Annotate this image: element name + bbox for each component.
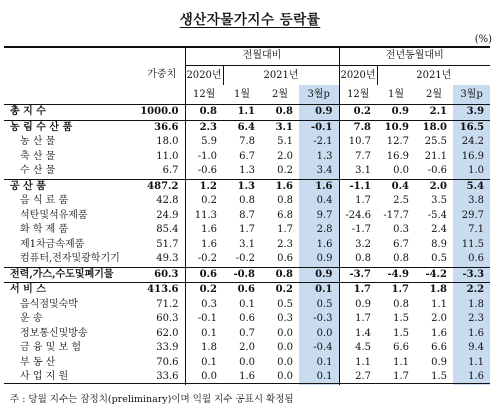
row-value: 0.9 (299, 252, 339, 267)
row-value: -17.7 (383, 209, 410, 221)
row-label: 석탄및석유제품 (20, 209, 88, 221)
table-row (4, 312, 490, 327)
row-value: -0.2 (185, 252, 223, 267)
row-value: 25.5 (424, 136, 448, 148)
row-value: 21.1 (424, 150, 448, 162)
row-label: 축 산 물 (20, 150, 56, 162)
row-weight: 487.2 (139, 179, 185, 194)
ppi-table (4, 46, 490, 385)
row-weight: 24.9 (156, 209, 179, 221)
row-value: -0.8 (223, 267, 261, 283)
row-value: 0.8 (393, 253, 410, 265)
table-row (4, 267, 490, 283)
row-value: 3.1 (261, 120, 299, 135)
row-value: 1.7 (277, 224, 293, 236)
table-row (4, 238, 490, 253)
row-value: 6.4 (223, 120, 261, 135)
row-value: 16.9 (453, 150, 490, 165)
row-value: 1.7 (377, 283, 415, 298)
row-value: 24.2 (453, 135, 490, 150)
row-label: 제1차금속제품 (20, 238, 85, 250)
row-weight: 42.8 (156, 195, 179, 207)
row-value: 2.3 (453, 312, 490, 327)
row-weight: 18.0 (156, 136, 179, 148)
row-weight: 6.7 (162, 165, 179, 177)
row-weight: 1000.0 (139, 105, 185, 121)
row-value: 0.9 (377, 105, 415, 121)
row-value: 7.1 (453, 223, 490, 238)
row-weight: 33.6 (156, 371, 179, 383)
row-value: 0.2 (185, 194, 223, 209)
header-mom-m3p: 3월p (299, 85, 339, 105)
row-value: 3.5 (431, 195, 448, 207)
row-value: 5.4 (453, 179, 490, 194)
row-value: 18.0 (415, 120, 453, 135)
row-value: 0.2 (261, 283, 299, 298)
header-weight: 가중치 (147, 69, 177, 80)
row-value: 3.8 (453, 194, 490, 209)
row-value: 0.2 (339, 105, 377, 121)
row-value: 5.9 (185, 135, 223, 150)
row-value: 1.1 (453, 356, 490, 371)
row-label: 음 식 료 품 (20, 195, 69, 207)
row-value: 1.6 (261, 179, 299, 194)
row-value: -4.2 (415, 267, 453, 283)
row-value: -0.1 (299, 120, 339, 135)
table-row (4, 252, 490, 267)
row-value: 1.8 (415, 283, 453, 298)
row-value: 0.0 (239, 356, 255, 368)
row-value: -0.2 (235, 253, 255, 265)
table-row (4, 209, 490, 224)
row-value: 2.5 (393, 195, 410, 207)
row-value: 9.7 (299, 209, 339, 224)
row-weight: 62.0 (156, 327, 179, 339)
row-value: 8.7 (239, 209, 255, 221)
row-value: 1.1 (431, 298, 448, 310)
row-value: -24.6 (339, 209, 377, 224)
row-value: 1.5 (393, 327, 410, 339)
row-value: 2.3 (185, 120, 223, 135)
row-value: 1.6 (431, 327, 448, 339)
row-value: 4.5 (339, 341, 377, 356)
row-value: 9.4 (453, 341, 490, 356)
header-yoy-m2: 2월 (426, 88, 443, 100)
row-value: 0.1 (299, 356, 339, 371)
header-mom-m2: 2월 (271, 88, 289, 100)
header-blank (4, 46, 139, 66)
row-value: 6.7 (239, 150, 255, 162)
row-value: 1.6 (185, 223, 223, 238)
row-value: 2.0 (239, 342, 255, 354)
row-value: 0.6 (223, 283, 261, 298)
row-label: 부 동 산 (20, 356, 56, 368)
row-label: 수 산 물 (20, 165, 56, 177)
row-value: 0.3 (277, 313, 293, 325)
row-label: 음식점및숙박 (20, 298, 78, 310)
row-value: 0.3 (393, 224, 410, 236)
row-value: 0.2 (185, 283, 223, 298)
row-label: 서 비 스 (4, 283, 139, 298)
row-value: 0.6 (453, 252, 490, 267)
row-weight: 49.3 (156, 253, 179, 265)
row-value: 29.7 (453, 209, 490, 224)
row-label: 화 학 제 품 (20, 224, 69, 236)
row-value: 3.2 (339, 238, 377, 253)
row-value: 0.0 (299, 327, 339, 342)
table-row (4, 341, 490, 356)
row-value: 1.4 (339, 327, 377, 342)
row-weight: 70.6 (156, 356, 179, 368)
footnote: 주 : 당월 지수는 잠정치(preliminary)이며 익월 지수 공표시 확정됨 (10, 394, 294, 405)
row-value: 0.9 (299, 267, 339, 283)
row-value: 3.4 (299, 164, 339, 179)
row-value: 0.1 (239, 298, 255, 310)
row-value: 1.6 (185, 238, 223, 253)
row-value: -1.1 (339, 179, 377, 194)
header-mom-m12: 12월 (185, 85, 223, 105)
row-value: 1.8 (453, 298, 490, 313)
row-label: 공 산 품 (4, 179, 139, 194)
row-value: 0.9 (431, 356, 448, 368)
row-value: 0.8 (339, 252, 377, 267)
row-value: 1.0 (453, 164, 490, 179)
row-weight: 413.6 (139, 283, 185, 298)
row-value: 0.8 (185, 105, 223, 121)
row-value: 2.7 (339, 370, 377, 385)
row-value: 0.8 (261, 105, 299, 121)
row-label: 전력,가스,수도및폐기물 (4, 267, 139, 283)
table-row (4, 164, 490, 179)
row-value: 3.1 (339, 164, 377, 179)
row-value: 0.1 (185, 327, 223, 342)
row-value: 0.3 (185, 298, 223, 313)
row-value: 5.1 (277, 136, 293, 148)
row-value: 1.3 (223, 179, 261, 194)
row-value: -4.9 (377, 267, 415, 283)
row-value: 3.9 (453, 105, 490, 121)
row-value: -0.4 (299, 341, 339, 356)
header-yoy-2021: 2021년 (377, 66, 490, 86)
row-value: 0.1 (299, 370, 339, 385)
row-value: 7.8 (239, 136, 255, 148)
unit-label: (%) (474, 34, 492, 45)
row-value: 2.0 (277, 150, 293, 162)
header-yoy-2020: 2020년 (339, 66, 377, 86)
row-value: 0.6 (277, 253, 293, 265)
row-value: -1.7 (339, 223, 377, 238)
row-value: 0.5 (299, 298, 339, 313)
table-row (4, 283, 490, 298)
row-value: 2.2 (453, 283, 490, 298)
row-value: -1.0 (185, 150, 223, 165)
row-value: -3.3 (453, 267, 490, 283)
row-value: 0.8 (261, 267, 299, 283)
row-value: 0.0 (185, 370, 223, 385)
row-value: 1.7 (239, 224, 255, 236)
row-label: 총 지 수 (4, 105, 139, 121)
row-value: 1.3 (239, 165, 255, 177)
row-label: 농 림 수 산 품 (4, 120, 139, 135)
row-value: -0.6 (427, 165, 448, 177)
table-row (4, 223, 490, 238)
row-value: -5.4 (427, 209, 448, 221)
row-weight: 36.6 (139, 120, 185, 135)
row-value: 0.6 (239, 313, 255, 325)
row-value: 6.8 (277, 209, 293, 221)
row-weight: 51.7 (156, 238, 179, 250)
row-value: -3.7 (339, 267, 377, 283)
table-row (4, 194, 490, 209)
row-value: 1.8 (185, 341, 223, 356)
table-row (4, 356, 490, 371)
row-value: 1.1 (223, 105, 261, 121)
row-value: 0.0 (277, 371, 293, 383)
row-value: 0.9 (299, 105, 339, 121)
row-value: 0.2 (277, 165, 293, 177)
row-value: 0.8 (239, 195, 255, 207)
row-value: -2.1 (299, 135, 339, 150)
row-value: 10.9 (377, 120, 415, 135)
row-value: -0.1 (185, 312, 223, 327)
row-value: 1.6 (239, 371, 255, 383)
row-value: 0.4 (299, 194, 339, 209)
header-yoy-m1: 1월 (388, 88, 405, 100)
row-value: 11.3 (185, 209, 223, 224)
row-value: 1.7 (339, 194, 377, 209)
row-value: 0.8 (277, 195, 293, 207)
row-value: 1.7 (339, 312, 377, 327)
row-value: 1.5 (431, 371, 448, 383)
row-value: -0.3 (299, 312, 339, 327)
row-value: 6.7 (393, 238, 410, 250)
row-value: 0.8 (393, 298, 410, 310)
row-value: 0.1 (299, 283, 339, 298)
row-value: 8.9 (431, 238, 448, 250)
row-value: 1.3 (299, 150, 339, 165)
header-mom: 전월대비 (185, 46, 339, 66)
row-label: 운 송 (20, 313, 43, 325)
row-value: 0.1 (185, 356, 223, 371)
row-value: 12.7 (386, 136, 410, 148)
header-mom-2020: 2020년 (185, 66, 223, 86)
row-weight: 33.9 (156, 342, 179, 354)
row-label: 컴퓨터,전자및광학기기 (20, 253, 120, 265)
row-value: 0.0 (393, 165, 410, 177)
row-value: 1.6 (453, 370, 490, 385)
row-value: 7.8 (339, 120, 377, 135)
row-weight: 60.3 (156, 313, 179, 325)
row-value: 1.6 (299, 179, 339, 194)
row-value: 2.8 (299, 223, 339, 238)
row-label: 농 산 물 (20, 136, 56, 148)
row-value: 2.4 (431, 224, 448, 236)
row-label: 사 업 지 원 (20, 371, 69, 383)
table-row (4, 120, 490, 135)
row-value: 7.7 (339, 150, 377, 165)
row-value: 2.0 (415, 179, 453, 194)
row-value: 0.4 (377, 179, 415, 194)
row-weight: 85.4 (156, 224, 179, 236)
row-value: 0.5 (277, 298, 293, 310)
row-weight: 11.0 (156, 150, 179, 162)
row-value: 1.7 (393, 371, 410, 383)
row-weight: 71.2 (156, 298, 179, 310)
header-yoy: 전년동월대비 (339, 46, 490, 66)
row-value: 6.6 (431, 342, 448, 354)
row-label: 정보통신및방송 (20, 327, 88, 339)
row-value: 10.7 (339, 135, 377, 150)
row-value: 0.0 (277, 356, 293, 368)
row-value: -0.6 (185, 164, 223, 179)
row-value: 2.3 (277, 238, 293, 250)
header-mom-2021: 2021년 (223, 66, 339, 86)
table-row (4, 327, 490, 342)
row-value: 1.1 (393, 356, 410, 368)
table-body (4, 105, 490, 385)
row-value: 0.7 (239, 327, 255, 339)
row-value: 0.6 (185, 267, 223, 283)
header-yoy-m12: 12월 (339, 85, 377, 105)
row-value: 0.0 (277, 327, 293, 339)
row-value: 16.9 (386, 150, 410, 162)
row-value: 0.5 (431, 253, 448, 265)
row-value: 1.5 (393, 313, 410, 325)
row-value: 0.0 (277, 342, 293, 354)
table-bottom-rule (4, 383, 490, 384)
row-value: 2.1 (415, 105, 453, 121)
table-row (4, 105, 490, 121)
row-value: 2.0 (431, 313, 448, 325)
row-value: 1.6 (453, 327, 490, 342)
header-mom-m1: 1월 (233, 88, 251, 100)
row-value: 1.7 (339, 283, 377, 298)
row-value: 1.2 (185, 179, 223, 194)
header-yoy-m3p: 3월p (453, 85, 490, 105)
row-weight: 60.3 (139, 267, 185, 283)
table-row (4, 298, 490, 313)
row-label: 금 융 및 보 험 (20, 342, 82, 354)
row-value: 0.9 (339, 298, 377, 313)
row-value: 16.5 (453, 120, 490, 135)
table-row (4, 179, 490, 194)
page-title: 생산자물가지수 등락률 (179, 12, 321, 28)
table-row (4, 150, 490, 165)
row-value: 11.5 (453, 238, 490, 253)
row-value: 6.6 (393, 342, 410, 354)
table-row (4, 135, 490, 150)
row-value: 1.1 (339, 356, 377, 371)
row-value: 1.6 (299, 238, 339, 253)
row-value: 3.1 (239, 238, 255, 250)
